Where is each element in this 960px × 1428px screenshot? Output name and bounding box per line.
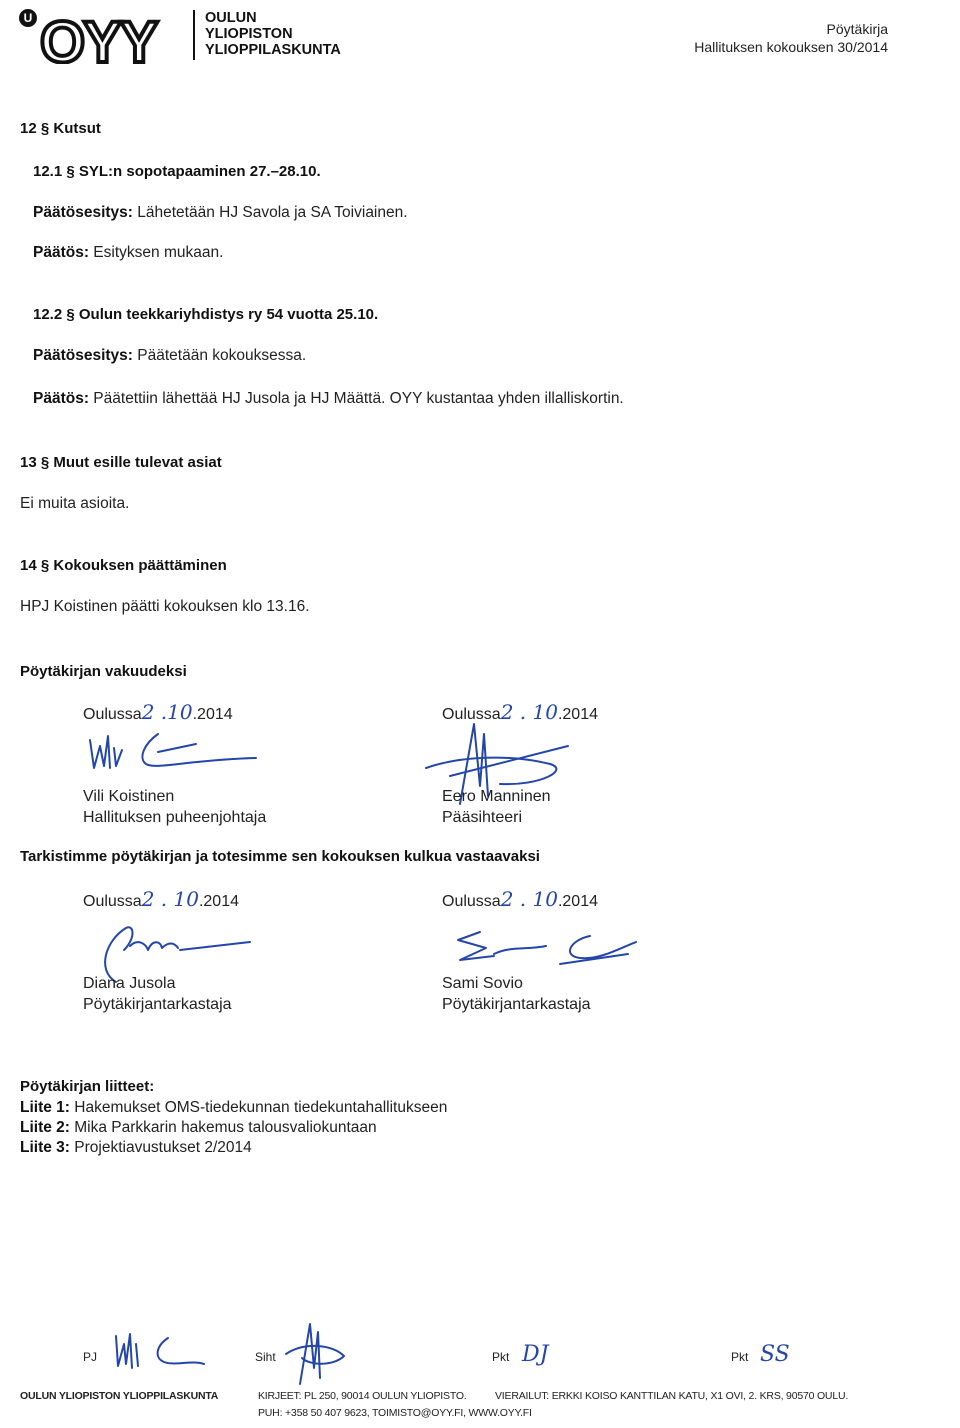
signer-role: Pöytäkirjantarkastaja — [83, 996, 232, 1013]
org-line-2: YLIOPISTON — [205, 26, 293, 42]
initial-koistinen — [112, 1330, 212, 1374]
handwritten-date: 2 .10 — [141, 700, 193, 724]
checking-right-date: Oulussa2 . 10.2014 — [442, 887, 598, 911]
verification-title: Pöytäkirjan vakuudeksi — [20, 663, 187, 680]
logo-divider — [193, 10, 195, 60]
signature-sovio — [450, 926, 640, 976]
section-14-title: 14 § Kokouksen päättäminen — [20, 557, 227, 574]
attachments-title: Pöytäkirjan liitteet: — [20, 1078, 155, 1095]
handwritten-date: 2 . 10 — [141, 887, 199, 911]
logo-wordmark: OYY — [40, 10, 157, 64]
initial-label-pj: PJ — [83, 1350, 98, 1364]
section-12-1-proposal: Päätösesitys: Lähetetään HJ Savola ja SA Toiviainen. — [33, 204, 408, 221]
handwritten-date: 2 . 10 — [500, 887, 558, 911]
oyy-logo — [18, 8, 194, 64]
section-12-title: 12 § Kutsut — [20, 120, 101, 137]
section-12-2-decision: Päätös: Päätettiin lähettää HJ Jusola ja HJ Määttä. OYY kustantaa yhden illalliskortin. — [33, 390, 624, 407]
section-13-text: Ei muita asioita. — [20, 495, 130, 512]
checking-left-date: Oulussa2 . 10.2014 — [83, 887, 239, 911]
footer-contact: PUH: +358 50 407 9623, TOIMISTO@OYY.FI, WWW.OYY.FI — [258, 1407, 532, 1419]
doc-header — [694, 20, 888, 56]
footer-visit-address: VIERAILUT: ERKKI KOISO KANTTILAN KATU, X1 OVI, 2. KRS, 90570 OULU. — [495, 1390, 849, 1402]
signer-name: Eero Manninen — [442, 788, 551, 805]
doc-type: Pöytäkirja — [826, 21, 888, 37]
svg-text:U: U — [23, 11, 33, 25]
attachment-item: Liite 3: Projektiavustukset 2/2014 — [20, 1139, 252, 1156]
attachment-item: Liite 1: Hakemukset OMS-tiedekunnan tiedekuntahallitukseen — [20, 1099, 448, 1116]
section-13-title: 13 § Muut esille tulevat asiat — [20, 454, 222, 471]
initial-manninen — [280, 1318, 350, 1388]
verification-left-date: Oulussa2 .10.2014 — [83, 700, 233, 724]
verification-right-signer — [442, 786, 551, 828]
initial-sovio: SS — [760, 1342, 790, 1367]
initial-label-pkt: Pkt — [492, 1350, 510, 1364]
section-12-2-title: 12.2 § Oulun teekkariyhdistys ry 54 vuotta 25.10. — [33, 306, 379, 323]
verification-right-date: Oulussa2 . 10.2014 — [442, 700, 598, 724]
handwritten-date: 2 . 10 — [500, 700, 558, 724]
org-name — [205, 10, 341, 58]
checking-title: Tarkistimme pöytäkirjan ja totesimme sen kokouksen kulkua vastaavaksi — [20, 848, 540, 865]
signer-name: Vili Koistinen — [83, 788, 175, 805]
attachment-item: Liite 2: Mika Parkkarin hakemus talousvaliokuntaan — [20, 1119, 377, 1136]
section-12-2-proposal: Päätösesitys: Päätetään kokouksessa. — [33, 347, 307, 364]
signer-name: Sami Sovio — [442, 975, 523, 992]
signer-name: Diana Jusola — [83, 975, 176, 992]
section-12-1-title: 12.1 § SYL:n sopotapaaminen 27.–28.10. — [33, 163, 321, 180]
initial-label-siht: Siht — [255, 1350, 276, 1364]
section-12-1-decision: Päätös: Esityksen mukaan. — [33, 244, 224, 261]
footer-mail-address: KIRJEET: PL 250, 90014 OULUN YLIOPISTO. — [258, 1390, 467, 1402]
signer-role: Pöytäkirjantarkastaja — [442, 996, 591, 1013]
org-line-1: OULUN — [205, 10, 257, 26]
doc-title: Hallituksen kokouksen 30/2014 — [694, 39, 888, 55]
initial-jusola: DJ — [522, 1342, 549, 1367]
signer-role: Hallituksen puheenjohtaja — [83, 809, 267, 826]
signer-role: Pääsihteeri — [442, 809, 523, 826]
checking-left-signer — [83, 973, 232, 1015]
signature-koistinen — [86, 728, 266, 788]
footer-org: OULUN YLIOPISTON YLIOPPILASKUNTA — [20, 1390, 219, 1402]
section-14-text: HPJ Koistinen päätti kokouksen klo 13.16. — [20, 598, 310, 615]
org-line-3: YLIOPPILASKUNTA — [205, 42, 341, 58]
initial-label-pkt: Pkt — [731, 1350, 749, 1364]
checking-right-signer — [442, 973, 591, 1015]
verification-left-signer — [83, 786, 266, 828]
